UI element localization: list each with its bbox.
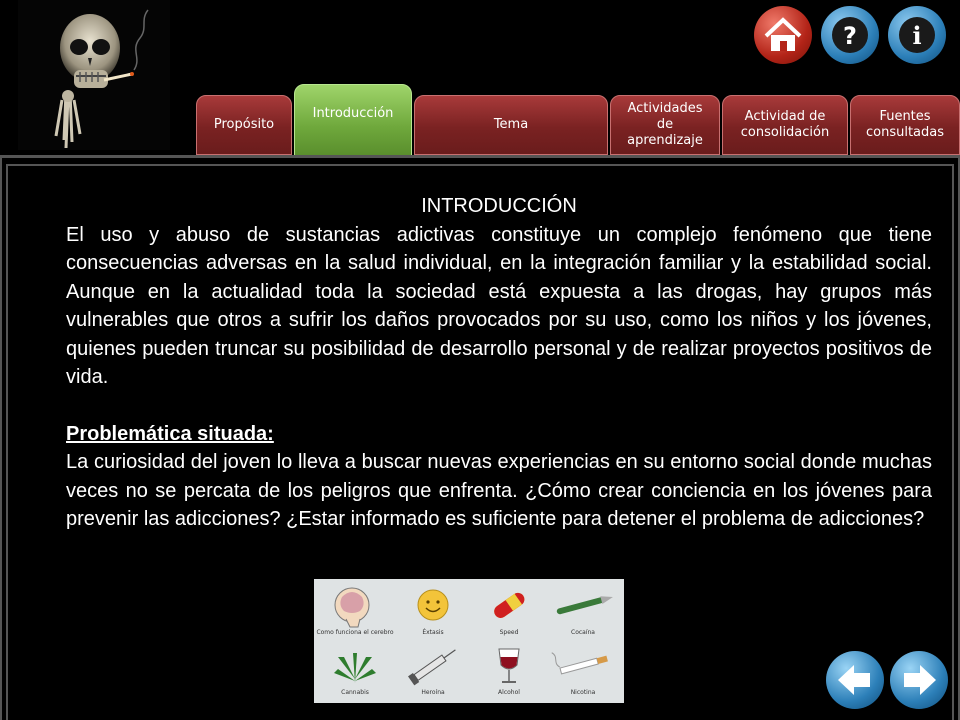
- intro-paragraph: El uso y abuso de sustancias adictivas constituye un complejo fenómeno que tiene consecuencias adversas en la salud individual, en la integración familiar y la estabilidad social. Aunque en la actualidad toda la sociedad está expuesta a las drogas, hay grupos más vulnerables que otros a sufrir los daños provocados por su uso, como los niños y los jóvenes, quienes pueden truncar su posibilidad de desarrollo personal y de realizar proyectos positivos de vida.: [66, 223, 932, 388]
- drug-label: Nicotina: [570, 689, 596, 696]
- next-button[interactable]: [890, 651, 948, 709]
- tab-introduccion[interactable]: Introducción: [294, 84, 412, 156]
- info-icon: [888, 6, 946, 64]
- syringe-icon: [394, 643, 472, 689]
- cocaine-item: [544, 583, 622, 645]
- cannabis-leaf-icon: [316, 643, 394, 689]
- drug-label: Cocaína: [571, 629, 595, 636]
- skull-logo: [18, 0, 170, 150]
- section-subtitle: Problemática situada:: [66, 422, 274, 445]
- info-button[interactable]: [888, 6, 946, 64]
- drugs-illustration: [314, 579, 624, 703]
- brain-icon: [316, 583, 394, 629]
- heroin-item: [394, 643, 472, 705]
- tab-proposito[interactable]: Propósito: [196, 95, 292, 155]
- home-icon: [754, 6, 812, 64]
- cannabis-item: [316, 643, 394, 705]
- arrow-right-icon: [890, 651, 948, 709]
- smiley-icon: [394, 583, 472, 629]
- nicotine-item: [544, 643, 622, 705]
- tab-actividades-aprendizaje[interactable]: Actividades de aprendizaje: [610, 95, 720, 155]
- tab-fuentes-consultadas[interactable]: Fuentes consultadas: [850, 95, 960, 155]
- tab-tema[interactable]: Tema: [414, 95, 608, 155]
- ecstasy-item: [394, 583, 472, 645]
- skull-icon: [18, 0, 170, 150]
- question-icon: [821, 6, 879, 64]
- arrow-left-icon: [826, 651, 884, 709]
- speed-item: [470, 583, 548, 645]
- body-paragraph: La curiosidad del joven lo lleva a buscar nuevas experiencias en su entorno social donde muchas veces no se percata de los peligros que enfrenta. ¿Cómo crear conciencia en los jóvenes para prevenir las adicciones? ¿Estar informado es suficiente para detener el problema de adicciones?: [66, 451, 932, 530]
- tab-actividad-consolidacion[interactable]: Actividad de consolidación: [722, 95, 848, 155]
- drug-label: Cannabis: [341, 689, 369, 696]
- help-button[interactable]: [821, 6, 879, 64]
- drug-label: Heroína: [421, 689, 445, 696]
- wine-glass-icon: [470, 643, 548, 689]
- svg-text:i: i: [912, 21, 922, 50]
- drug-label: Speed: [499, 629, 519, 636]
- drug-label: Éxtasis: [422, 629, 444, 636]
- pill-icon: [470, 583, 548, 629]
- svg-text:?: ?: [843, 22, 857, 50]
- razor-icon: [544, 583, 622, 629]
- alcohol-item: [470, 643, 548, 705]
- main-text: [66, 192, 932, 534]
- brain-item: [316, 583, 394, 645]
- prev-button[interactable]: [826, 651, 884, 709]
- drug-label: Como funciona el cerebro: [316, 629, 394, 636]
- home-button[interactable]: [754, 6, 812, 64]
- page-title: INTRODUCCIÓN: [421, 195, 577, 217]
- drug-label: Alcohol: [498, 689, 520, 696]
- cigarette-icon: [544, 643, 622, 689]
